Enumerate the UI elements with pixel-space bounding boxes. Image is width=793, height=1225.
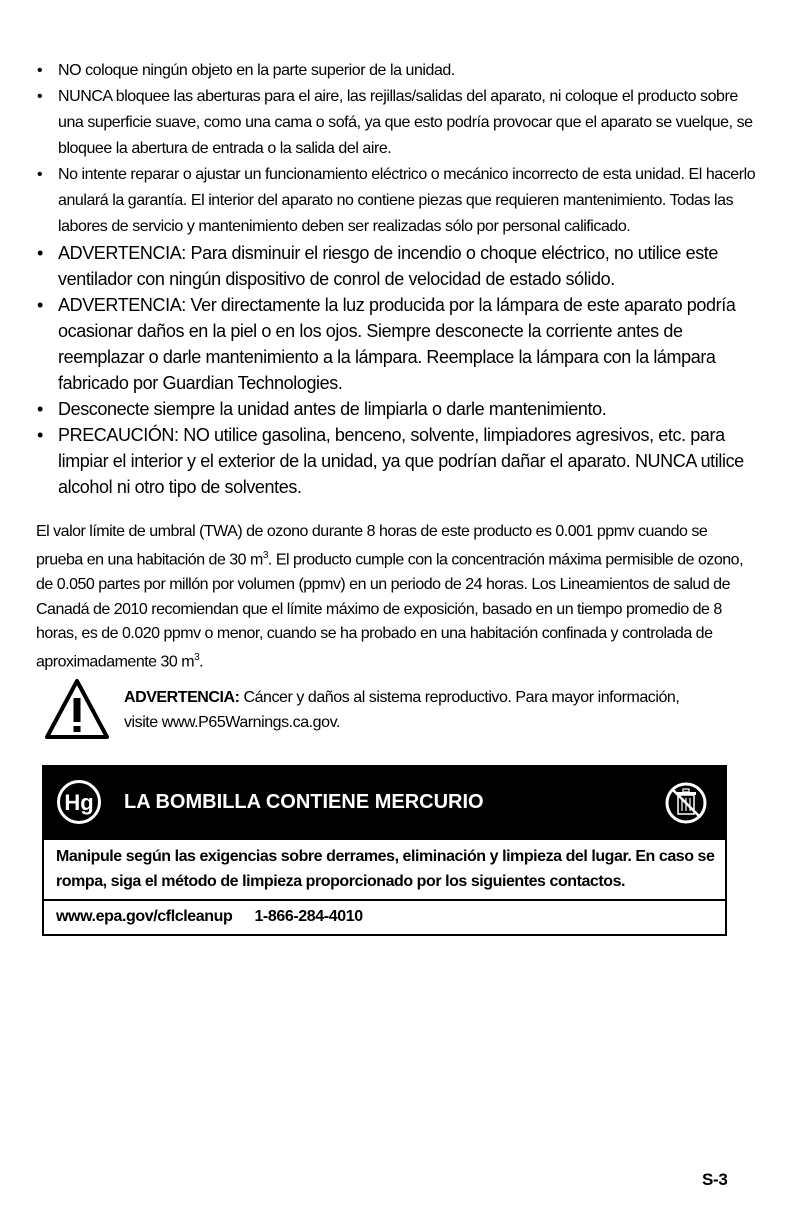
mercury-body-text: Manipule según las exigencias sobre derrames, eliminación y limpieza del lugar. En caso se rompa, siga el método de limpieza proporcionado por los siguientes contactos. bbox=[56, 848, 715, 890]
safety-bullet: • ADVERTENCIA: Para disminuir el riesgo de incendio o choque eléctrico, no utilice este ventilador con ningún dispositivo de conrol de velocidad de estado sólido. bbox=[34, 240, 759, 292]
mercury-title: LA BOMBILLA CONTIENE MERCURIO bbox=[124, 791, 484, 813]
safety-bullet: • Desconecte siempre la unidad antes de limpiarla o darle mantenimiento. bbox=[34, 396, 759, 422]
safety-bullet-list bbox=[34, 58, 759, 500]
safety-bullet: • PRECAUCIÓN: NO utilice gasolina, benceno, solvente, limpiadores agresivos, etc. para limpiar el interior y el exterior de la unidad, ya que podrían dañar el aparato. NUNCA utilice alcohol ni otro tipo de solventes. bbox=[34, 422, 759, 500]
ozone-paragraph: El valor límite de umbral (TWA) de ozono durante 8 horas de este producto es 0.001 ppmv cuando se prueba en una habitación de 30 $m^3$. El producto cumple con la concentración máxima permisible de ozono, de 0.050 partes por millón por volumen (ppmv) en un periodo de 24 horas. Los Lineamientos de salud de Canadá de 2010 recomiendan que el límite máximo de exposición, basado en un tiempo promedio de 8 horas, es de 0.020 ppmv o menor, cuando se ha probado en una habitación confinada y controlada de aproximadamente 30 $m^3$. bbox=[36, 523, 744, 671]
p65-warning bbox=[40, 678, 740, 748]
no-trash-bin-icon bbox=[664, 781, 708, 825]
cleanup-url[interactable]: www.epa.gov/cflcleanup bbox=[56, 908, 233, 925]
mercury-divider bbox=[44, 899, 725, 901]
safety-bullet: • No intente reparar o ajustar un funcionamiento eléctrico o mecánico incorrecto de esta unidad. El hacerlo anulará la garantía. El interior del aparato no contiene piezas que requieren mantenimiento. Todas las labores de servicio y mantenimiento deben ser realizadas sólo por personal calificado. bbox=[34, 162, 759, 240]
safety-bullet: • NUNCA bloquee las aberturas para el aire, las rejillas/salidas del aparato, ni coloque el producto sobre una superficie suave, como una cama o sofá, ya que esto podría provocar que el aparato se vuelque, se bloquee la abertura de entrada o la salida del aire. bbox=[34, 84, 759, 162]
svg-text:Hg: Hg bbox=[64, 790, 94, 815]
safety-bullet: • ADVERTENCIA: Ver directamente la luz producida por la lámpara de este aparato podría ocasionar daños en la piel o en los ojos. Siempre desconecte la corriente antes de reemplazar o darle mantenimiento a la lámpara. Reemplace la lámpara con la lámpara fabricado por Guardian Technologies. bbox=[34, 292, 759, 396]
warning-triangle-icon bbox=[44, 678, 110, 740]
p65-warning-text: ADVERTENCIA: Cáncer y daños al sistema reproductivo. Para mayor información, visite www.P65Warnings.ca.gov. bbox=[124, 689, 680, 731]
safety-bullet: • NO coloque ningún objeto en la parte superior de la unidad. bbox=[34, 58, 759, 84]
mercury-hg-icon bbox=[56, 779, 102, 825]
cleanup-phone: 1-866-284-4010 bbox=[254, 908, 363, 925]
mercury-contact bbox=[56, 905, 363, 929]
mercury-notice bbox=[42, 765, 727, 936]
mercury-notice-header bbox=[44, 767, 725, 840]
page-number: S-3 bbox=[702, 1170, 728, 1189]
